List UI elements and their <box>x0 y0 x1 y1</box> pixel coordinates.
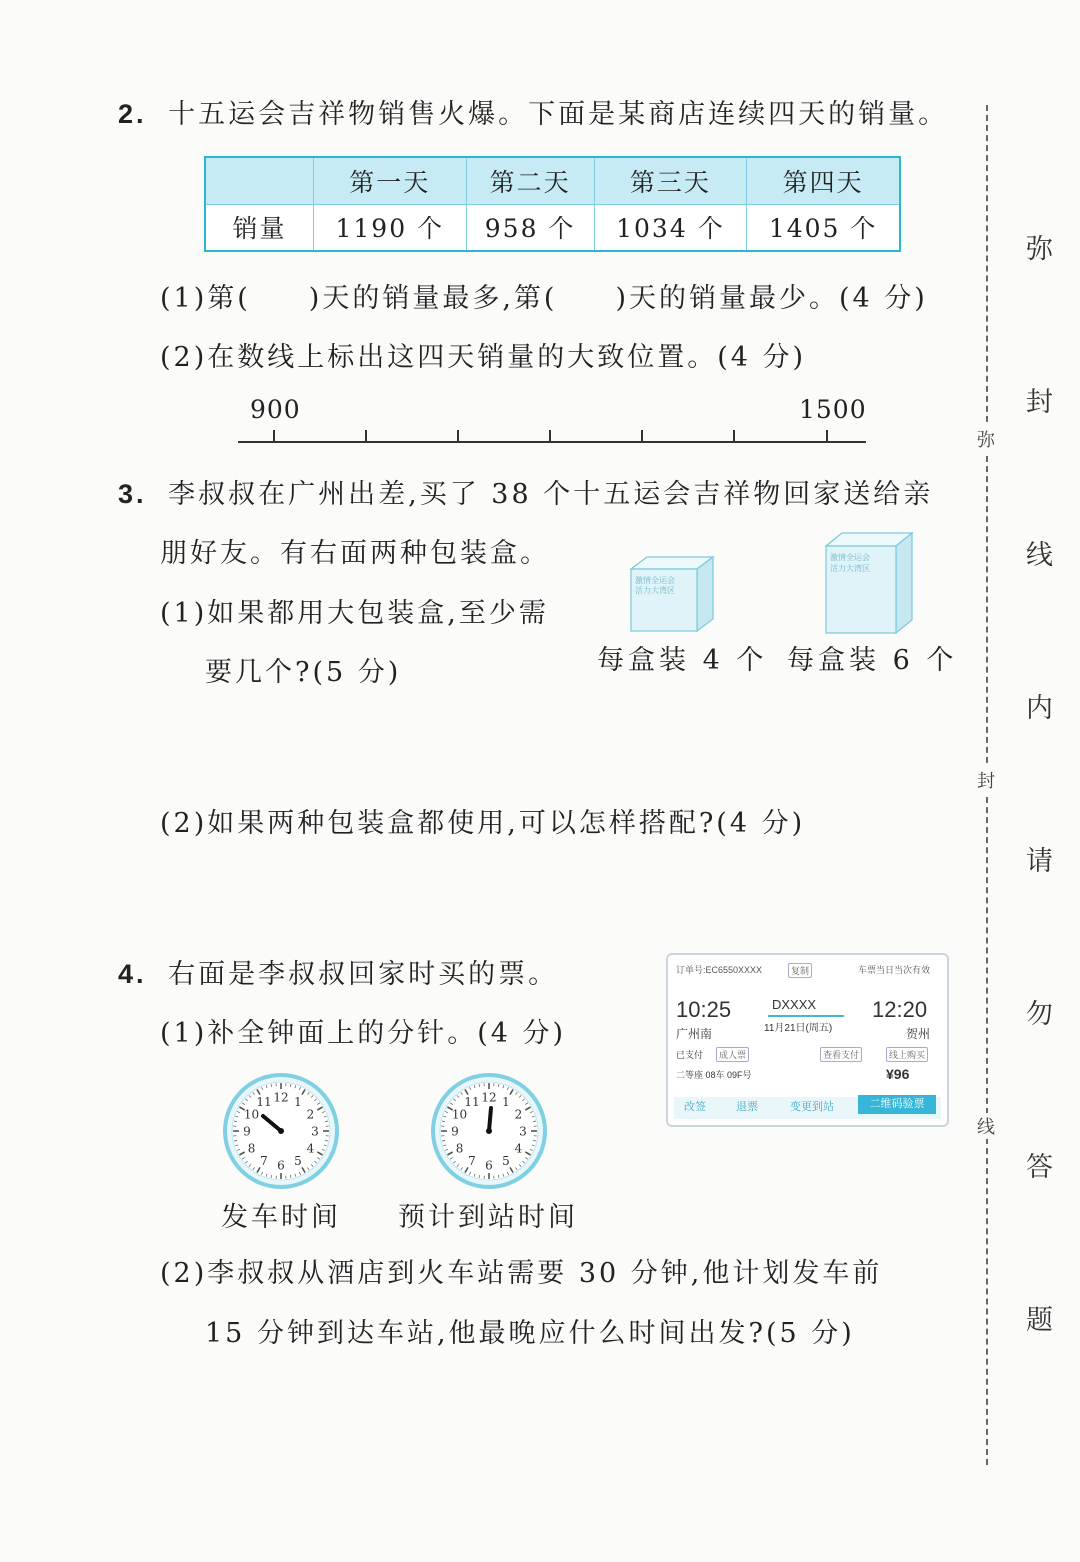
train-number: DXXXX <box>772 997 817 1012</box>
seal-char: 勿 <box>1026 999 1053 1030</box>
arrival-clock[interactable] <box>430 1072 548 1190</box>
clock-numeral: 5 <box>294 1153 302 1168</box>
svg-text:激情全运会: 激情全运会 <box>635 576 675 585</box>
copy-button[interactable]: 复制 <box>788 963 812 978</box>
clock-numeral: 4 <box>514 1141 523 1156</box>
q2-part1 <box>160 276 928 315</box>
seal-char: 线 <box>1026 540 1053 571</box>
q4-part2-line1: (2)李叔叔从酒店到火车站需要 30 分钟,他计划发车前 <box>160 1258 883 1289</box>
clock-numeral: 10 <box>451 1107 468 1122</box>
clock-numeral: 4 <box>306 1141 315 1156</box>
arrive-time: 12:20 <box>872 997 928 1022</box>
q4-part1: (1)补全钟面上的分针。(4 分) <box>160 1018 567 1049</box>
clock-numeral: 6 <box>485 1158 493 1173</box>
table-header-cell: 第三天 <box>594 157 747 204</box>
seal-label-xian: 线 <box>977 1113 995 1139</box>
clock-numeral: 9 <box>243 1124 251 1139</box>
seal-char: 题 <box>1026 1305 1053 1336</box>
q2-part2: (2)在数线上标出这四天销量的大致位置。(4 分) <box>160 342 807 373</box>
clock-numeral: 1 <box>294 1095 302 1110</box>
seal-char: 答 <box>1026 1152 1053 1183</box>
sales-table-row <box>205 204 900 251</box>
large-box-label: 每盒装 6 个 <box>787 645 958 676</box>
pay-detail-button[interactable]: 查看支付 <box>820 1047 862 1062</box>
svg-text:活力大湾区: 活力大湾区 <box>635 586 675 595</box>
qr-check-button[interactable]: 二维码验票 <box>858 1095 936 1114</box>
small-box-image <box>625 555 717 633</box>
clock-numeral: 9 <box>451 1124 459 1139</box>
numberline-start-label: 900 <box>250 395 301 424</box>
arrival-clock-label: 预计到站时间 <box>398 1202 578 1233</box>
small-box-label: 每盒装 4 个 <box>597 645 768 676</box>
svg-text:激情全运会: 激情全运会 <box>830 553 870 562</box>
change-destination-button[interactable]: 变更到站 <box>790 1101 834 1113</box>
q3-part1-line1: (1)如果都用大包装盒,至少需 <box>160 598 549 629</box>
q2-part1-a: (1)第( <box>160 283 251 314</box>
q3-part2: (2)如果两种包装盒都使用,可以怎样搭配?(4 分) <box>160 808 806 839</box>
depart-station: 广州南 <box>676 1027 713 1041</box>
ticket-price: ¥96 <box>886 1066 910 1082</box>
q2-number: 2. <box>118 99 147 129</box>
train-ticket <box>666 953 949 1127</box>
large-box-image <box>820 530 916 636</box>
q3-stem-line1 <box>118 472 933 511</box>
table-header-cell: 第四天 <box>747 157 900 204</box>
clock-numeral: 2 <box>306 1107 315 1122</box>
ticket-type-badge: 成人票 <box>716 1047 749 1062</box>
seal-char: 封 <box>1026 387 1053 418</box>
clock-numeral: 11 <box>256 1095 272 1110</box>
table-header-cell: 第一天 <box>314 157 467 204</box>
q3-number: 3. <box>118 479 147 509</box>
seal-char: 请 <box>1026 846 1053 877</box>
seal-char: 弥 <box>1026 234 1053 265</box>
q3-part1-line2: 要几个?(5 分) <box>205 657 402 688</box>
clock-numeral: 10 <box>243 1107 260 1122</box>
clock-numeral: 3 <box>311 1124 319 1139</box>
q3-stem-1: 李叔叔在广州出差,买了 38 个十五运会吉祥物回家送给亲 <box>168 479 934 510</box>
clock-numeral: 2 <box>514 1107 523 1122</box>
q2-stem-line <box>118 92 948 131</box>
q4-stem: 右面是李叔叔回家时买的票。 <box>168 959 559 990</box>
clock-numeral: 3 <box>519 1124 527 1139</box>
clock-numeral: 11 <box>464 1095 480 1110</box>
table-cell: 1190 个 <box>314 204 467 251</box>
online-purchase-badge: 线上购买 <box>886 1047 928 1062</box>
svg-text:活力大湾区: 活力大湾区 <box>830 564 870 573</box>
refund-button[interactable]: 退票 <box>736 1101 758 1113</box>
clock-numeral: 8 <box>455 1141 464 1156</box>
table-cell: 1034 个 <box>594 204 747 251</box>
clock-numeral: 6 <box>277 1158 285 1173</box>
table-row-label: 销量 <box>205 204 314 251</box>
clock-numeral: 7 <box>468 1153 476 1168</box>
paid-status: 已支付 <box>676 1050 704 1060</box>
clock-numeral: 5 <box>502 1153 510 1168</box>
seat-info: 二等座 08车 09F号 <box>676 1070 752 1080</box>
clock-numeral: 12 <box>481 1090 497 1105</box>
sales-table-header-row <box>205 157 900 204</box>
table-cell: 1405 个 <box>747 204 900 251</box>
sales-table <box>204 156 901 252</box>
travel-date: 11月21日(周五) <box>764 1023 833 1034</box>
number-line[interactable] <box>236 426 868 446</box>
departure-clock[interactable] <box>222 1072 340 1190</box>
q4-stem-line <box>118 952 558 991</box>
table-header-cell: 第二天 <box>466 157 594 204</box>
numberline-end-label: 1500 <box>799 395 867 424</box>
q4-part2-line2: 15 分钟到达车站,他最晚应什么时间出发?(5 分) <box>205 1318 855 1349</box>
q2-part1-b: )天的销量最多,第( <box>308 283 558 314</box>
seal-char: 内 <box>1026 693 1053 724</box>
q4-number: 4. <box>118 959 147 989</box>
arrive-station: 贺州 <box>906 1027 931 1041</box>
valid-note: 车票当日当次有效 <box>858 965 931 975</box>
seal-label-feng: 封 <box>977 767 995 793</box>
q3-stem-line2: 朋好友。有右面两种包装盒。 <box>160 538 550 569</box>
order-number: 订单号:EC6550XXXX <box>676 965 763 975</box>
clock-numeral: 12 <box>273 1090 289 1105</box>
clock-numeral: 1 <box>502 1095 510 1110</box>
table-cell: 958 个 <box>466 204 594 251</box>
table-header-cell <box>205 157 314 204</box>
departure-clock-label: 发车时间 <box>221 1202 341 1233</box>
seal-label-mi: 弥 <box>977 426 995 452</box>
change-button[interactable]: 改签 <box>684 1101 706 1113</box>
hour-hand <box>489 1108 491 1131</box>
q2-part1-c: )天的销量最少。(4 分) <box>615 283 928 314</box>
q2-stem: 十五运会吉祥物销售火爆。下面是某商店连续四天的销量。 <box>168 99 949 130</box>
clock-numeral: 8 <box>247 1141 256 1156</box>
clock-numeral: 7 <box>260 1153 268 1168</box>
depart-time: 10:25 <box>676 997 732 1022</box>
